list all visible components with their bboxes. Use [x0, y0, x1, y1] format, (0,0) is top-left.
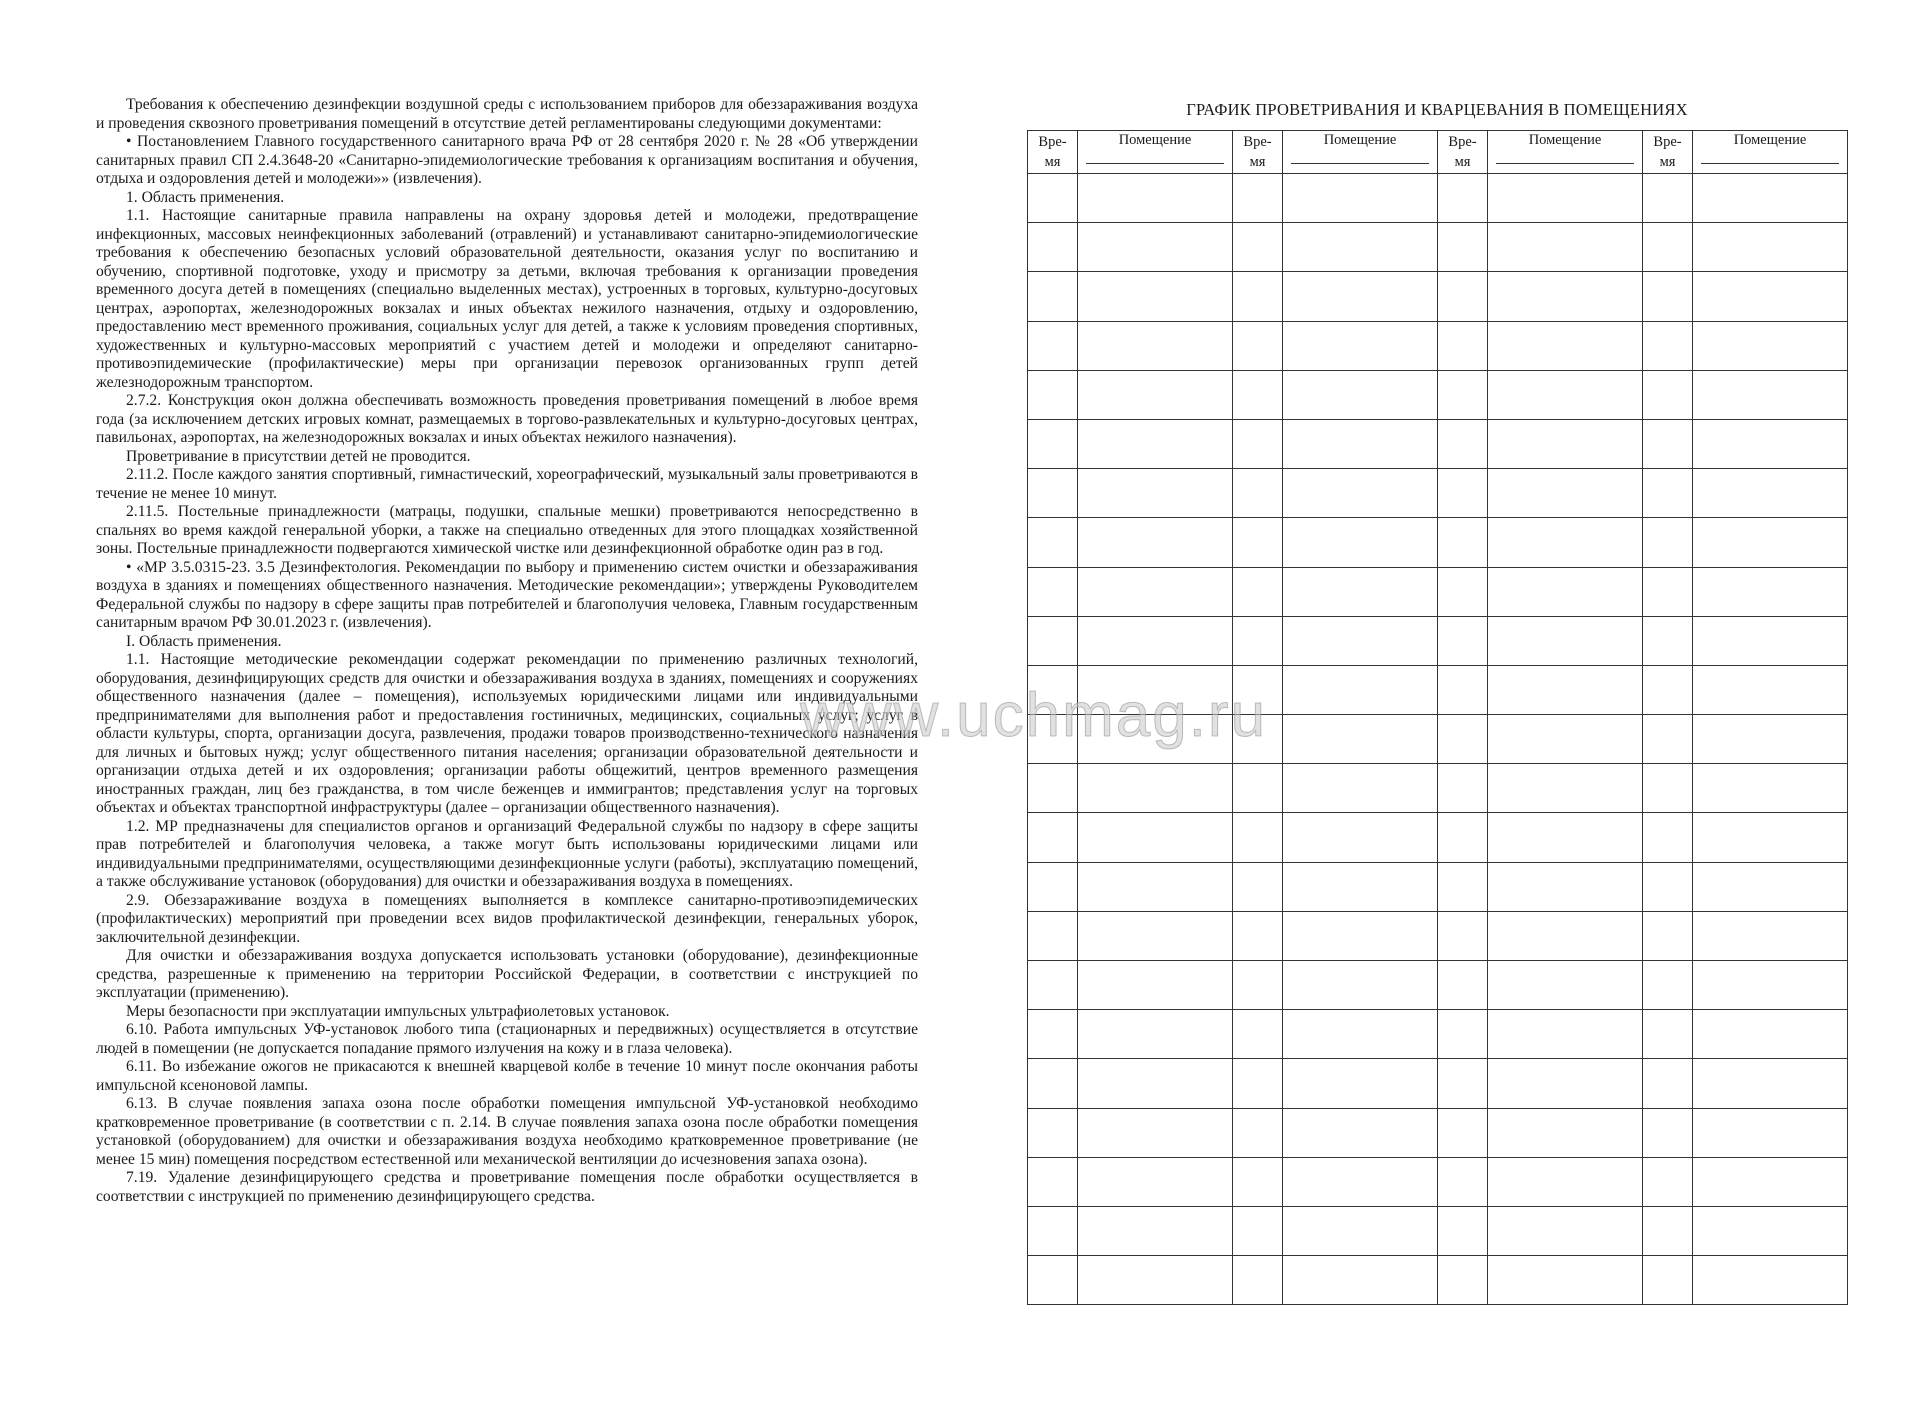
time-header-line1: Вре- — [1653, 134, 1682, 150]
room-cell[interactable] — [1283, 272, 1438, 321]
time-cell[interactable] — [1643, 1108, 1693, 1157]
time-cell[interactable] — [1438, 715, 1488, 764]
room-cell[interactable] — [1078, 518, 1233, 567]
table-row — [1028, 911, 1848, 960]
time-cell[interactable] — [1028, 665, 1078, 714]
table-row — [1028, 321, 1848, 370]
time-cell[interactable] — [1438, 174, 1488, 223]
time-cell[interactable] — [1028, 174, 1078, 223]
room-name-blank-line[interactable] — [1291, 154, 1429, 164]
text-paragraph: Проветривание в присутствии детей не проводится. — [126, 447, 471, 465]
room-cell[interactable] — [1078, 223, 1233, 272]
text-paragraph: 1. Область применения. — [126, 188, 285, 206]
time-cell[interactable] — [1643, 419, 1693, 468]
room-cell[interactable] — [1283, 911, 1438, 960]
text-paragraph: 6.10. Работа импульсных УФ-установок любого типа (стационарных и передвижных) осуществляется в отсутствие людей в помещении (не допускается попадание прямого излучения на кожу и в глаза человека). — [96, 1021, 918, 1057]
table-row — [1028, 715, 1848, 764]
text-paragraph: 2.7.2. Конструкция окон должна обеспечивать возможность проведения проветривания помещений в любое время года (за исключением детских игровых комнат, размещаемых в торгово-развлекательных и культурно-досуговых центрах, павильонах, аэропортах, на железнодорожных вокзалах и иных объектах нежилого назначения). — [96, 392, 918, 446]
time-cell[interactable] — [1643, 1206, 1693, 1255]
time-column-header — [1028, 131, 1078, 174]
time-cell[interactable] — [1233, 370, 1283, 419]
time-cell[interactable] — [1233, 715, 1283, 764]
room-header-label: Помещение — [1528, 132, 1602, 148]
table-row — [1028, 616, 1848, 665]
time-cell[interactable] — [1233, 764, 1283, 813]
room-cell[interactable] — [1078, 419, 1233, 468]
room-cell[interactable] — [1283, 764, 1438, 813]
time-header-line2: мя — [1454, 154, 1471, 170]
time-cell[interactable] — [1643, 665, 1693, 714]
schedule-title: ГРАФИК ПРОВЕТРИВАНИЯ И КВАРЦЕВАНИЯ В ПОМЕЩЕНИЯХ — [1186, 100, 1688, 119]
room-cell[interactable] — [1283, 469, 1438, 518]
room-cell[interactable] — [1283, 1206, 1438, 1255]
time-cell[interactable] — [1438, 813, 1488, 862]
time-header-line2: мя — [1249, 154, 1266, 170]
text-paragraph: 7.19. Удаление дезинфицирующего средства и проветривание помещения после обработки осуществляется в соответствии с инструкцией по применению дезинфицирующего средства. — [96, 1169, 918, 1205]
time-cell[interactable] — [1438, 469, 1488, 518]
room-column-header — [1283, 131, 1438, 174]
time-cell[interactable] — [1028, 1206, 1078, 1255]
time-cell[interactable] — [1643, 1256, 1693, 1305]
room-cell[interactable] — [1693, 1157, 1848, 1206]
time-cell[interactable] — [1438, 321, 1488, 370]
time-cell[interactable] — [1028, 911, 1078, 960]
room-cell[interactable] — [1283, 321, 1438, 370]
text-paragraph: • «МР 3.5.0315-23. 3.5 Дезинфектология. Рекомендации по выбору и применению систем очистки и обеззараживания воздуха в зданиях и помещениях общественного назначения. Методические рекомендации»; утверждены Руководителем Федеральной службы по надзору в сфере защиты прав потребителей и благополучия человека, Главным государственным санитарным врачом РФ 30.01.2023 г. (извлечения). — [96, 558, 918, 631]
room-cell[interactable] — [1488, 1157, 1643, 1206]
room-cell[interactable] — [1693, 1010, 1848, 1059]
room-cell[interactable] — [1488, 1206, 1643, 1255]
room-cell[interactable] — [1283, 961, 1438, 1010]
room-cell[interactable] — [1488, 567, 1643, 616]
time-cell[interactable] — [1233, 1059, 1283, 1108]
room-cell[interactable] — [1078, 862, 1233, 911]
room-cell[interactable] — [1693, 813, 1848, 862]
time-cell[interactable] — [1233, 961, 1283, 1010]
room-cell[interactable] — [1283, 1108, 1438, 1157]
room-cell[interactable] — [1283, 370, 1438, 419]
time-cell[interactable] — [1438, 961, 1488, 1010]
room-cell[interactable] — [1283, 862, 1438, 911]
room-cell[interactable] — [1488, 715, 1643, 764]
room-cell[interactable] — [1283, 1256, 1438, 1305]
time-cell[interactable] — [1028, 1108, 1078, 1157]
table-row — [1028, 1059, 1848, 1108]
room-cell[interactable] — [1488, 174, 1643, 223]
room-cell[interactable] — [1283, 1059, 1438, 1108]
time-cell[interactable] — [1233, 1010, 1283, 1059]
room-header-label: Помещение — [1733, 132, 1807, 148]
time-cell[interactable] — [1028, 862, 1078, 911]
room-cell[interactable] — [1488, 1108, 1643, 1157]
time-cell[interactable] — [1643, 715, 1693, 764]
time-cell[interactable] — [1028, 1157, 1078, 1206]
schedule-table — [1027, 130, 1848, 1305]
table-row — [1028, 813, 1848, 862]
time-cell[interactable] — [1438, 764, 1488, 813]
room-column-header — [1488, 131, 1643, 174]
table-row — [1028, 1108, 1848, 1157]
room-cell[interactable] — [1693, 764, 1848, 813]
room-cell[interactable] — [1078, 567, 1233, 616]
room-cell[interactable] — [1693, 469, 1848, 518]
room-cell[interactable] — [1488, 862, 1643, 911]
time-cell[interactable] — [1643, 1010, 1693, 1059]
time-cell[interactable] — [1438, 419, 1488, 468]
room-cell[interactable] — [1693, 223, 1848, 272]
text-paragraph: 1.2. МР предназначены для специалистов органов и организаций Федеральной службы по надзору в сфере защиты прав потребителей и благополучия человека, а также могут быть использованы юридическими лицами или индивидуальными предпринимателями, осуществляющими дезинфекционные услуги (работы), эксплуатацию помещений, а также обслуживание установок (оборудования) для очистки и обеззараживания воздуха в помещениях. — [96, 817, 918, 890]
table-row — [1028, 567, 1848, 616]
time-cell[interactable] — [1438, 1108, 1488, 1157]
time-cell[interactable] — [1643, 370, 1693, 419]
time-cell[interactable] — [1028, 1256, 1078, 1305]
room-cell[interactable] — [1078, 1157, 1233, 1206]
room-cell[interactable] — [1693, 174, 1848, 223]
table-row — [1028, 665, 1848, 714]
time-cell[interactable] — [1233, 616, 1283, 665]
schedule-header-row — [1028, 131, 1848, 174]
time-cell[interactable] — [1233, 419, 1283, 468]
room-cell[interactable] — [1078, 1206, 1233, 1255]
time-cell[interactable] — [1233, 174, 1283, 223]
text-paragraph: • Постановлением Главного государственного санитарного врача РФ от 28 сентября 2020 г. № 28 «Об утверждении санитарных правил СП 2.4.3648-20 «Санитарно-эпидемиологические требования к организациям воспитания и обучения, отдыха и оздоровления детей и молодежи»» (извлечения). — [96, 133, 918, 187]
room-cell[interactable] — [1693, 961, 1848, 1010]
time-cell[interactable] — [1233, 911, 1283, 960]
schedule-page — [1027, 100, 1847, 1305]
room-cell[interactable] — [1693, 1206, 1848, 1255]
table-row — [1028, 764, 1848, 813]
table-row — [1028, 862, 1848, 911]
text-paragraph: 1.1. Настоящие методические рекомендации содержат рекомендации по применению различных технологий, оборудования, дезинфицирующих средств для очистки и обеззараживания воздуха в зданиях, помещениях и сооружениях общественного назначения (далее – помещения), используемых юридическими лицами или индивидуальными предпринимателями для выполнения работ и предоставления гостиничных, медицинских, социальных услуг; услуг в области культуры, спорта, организации досуга, развлечения, продажи товаров производственно-технического назначения для личных и бытовых нужд; услуг общественного питания населения; организации образовательной деятельности и организации отдыха детей и их оздоровления; организации работы общежитий, центров временного размещения иностранных граждан, лиц без гражданства, в том числе беженцев и иммигрантов; представления услуг на торговых объектах и объектах транспортной инфраструктуры (далее – организации общественного назначения). — [96, 651, 918, 816]
room-cell[interactable] — [1693, 911, 1848, 960]
time-cell[interactable] — [1643, 567, 1693, 616]
room-cell[interactable] — [1283, 1157, 1438, 1206]
room-cell[interactable] — [1283, 665, 1438, 714]
time-cell[interactable] — [1028, 321, 1078, 370]
room-cell[interactable] — [1078, 174, 1233, 223]
room-header-label: Помещение — [1323, 132, 1397, 148]
text-paragraph: 6.11. Во избежание ожогов не прикасаются к внешней кварцевой колбе в течение 10 минут после окончания работы импульсной ксеноновой лампы. — [96, 1058, 918, 1094]
room-cell[interactable] — [1693, 1059, 1848, 1108]
time-cell[interactable] — [1643, 862, 1693, 911]
room-cell[interactable] — [1488, 321, 1643, 370]
room-cell[interactable] — [1693, 665, 1848, 714]
time-cell[interactable] — [1643, 518, 1693, 567]
room-cell[interactable] — [1488, 1256, 1643, 1305]
text-paragraph: 2.11.2. После каждого занятия спортивный, гимнастический, хореографический, музыкальный залы проветриваются в течение не менее 10 минут. — [96, 466, 918, 502]
time-cell[interactable] — [1438, 1010, 1488, 1059]
regulations-text — [96, 96, 918, 1206]
time-cell[interactable] — [1028, 1059, 1078, 1108]
time-cell[interactable] — [1233, 518, 1283, 567]
room-cell[interactable] — [1078, 321, 1233, 370]
room-cell[interactable] — [1488, 223, 1643, 272]
room-cell[interactable] — [1078, 715, 1233, 764]
table-row — [1028, 370, 1848, 419]
room-cell[interactable] — [1488, 518, 1643, 567]
room-cell[interactable] — [1283, 567, 1438, 616]
room-cell[interactable] — [1078, 1059, 1233, 1108]
text-paragraph: 2.9. Обеззараживание воздуха в помещениях выполняется в комплексе санитарно-противоэпидемических (профилактических) мероприятий при проведении всех видов профилактической дезинфекции, генеральных уборок, заключительной дезинфекции. — [96, 891, 918, 946]
text-paragraph: 6.13. В случае появления запаха озона после обработки помещения импульсной УФ-установкой необходимо кратковременное проветривание (в соответствии с п. 2.14. В случае появления запаха озона после обработки помещения установкой (оборудованием) для очистки и обеззараживания воздуха необходимо кратковременное проветривание (не менее 15 мин) помещения посредством естественной или механической вентиляции до исчезновения запаха озона). — [96, 1095, 918, 1168]
room-cell[interactable] — [1488, 665, 1643, 714]
time-cell[interactable] — [1028, 764, 1078, 813]
room-cell[interactable] — [1693, 862, 1848, 911]
room-cell[interactable] — [1078, 1256, 1233, 1305]
room-cell[interactable] — [1693, 567, 1848, 616]
time-cell[interactable] — [1233, 813, 1283, 862]
table-row — [1028, 1256, 1848, 1305]
room-cell[interactable] — [1488, 1010, 1643, 1059]
room-cell[interactable] — [1488, 419, 1643, 468]
table-row — [1028, 518, 1848, 567]
time-column-header — [1643, 131, 1693, 174]
time-cell[interactable] — [1438, 911, 1488, 960]
time-cell[interactable] — [1233, 567, 1283, 616]
room-cell[interactable] — [1693, 518, 1848, 567]
time-cell[interactable] — [1643, 223, 1693, 272]
room-cell[interactable] — [1283, 715, 1438, 764]
room-name-blank-line[interactable] — [1496, 154, 1634, 164]
time-cell[interactable] — [1438, 1059, 1488, 1108]
time-cell[interactable] — [1643, 1157, 1693, 1206]
room-cell[interactable] — [1488, 469, 1643, 518]
time-cell[interactable] — [1233, 862, 1283, 911]
time-cell[interactable] — [1233, 321, 1283, 370]
room-column-header — [1693, 131, 1848, 174]
room-cell[interactable] — [1488, 1059, 1643, 1108]
time-cell[interactable] — [1233, 1206, 1283, 1255]
room-header-label: Помещение — [1118, 132, 1192, 148]
room-cell[interactable] — [1488, 813, 1643, 862]
room-cell[interactable] — [1283, 1010, 1438, 1059]
time-column-header — [1233, 131, 1283, 174]
time-column-header — [1438, 131, 1488, 174]
time-cell[interactable] — [1028, 1010, 1078, 1059]
room-name-blank-line[interactable] — [1086, 154, 1224, 164]
room-cell[interactable] — [1693, 321, 1848, 370]
time-cell[interactable] — [1438, 518, 1488, 567]
time-cell[interactable] — [1233, 1157, 1283, 1206]
room-cell[interactable] — [1078, 764, 1233, 813]
room-cell[interactable] — [1693, 419, 1848, 468]
time-header-line1: Вре- — [1448, 134, 1477, 150]
text-paragraph: I. Область применения. — [126, 632, 282, 650]
room-cell[interactable] — [1078, 961, 1233, 1010]
text-paragraph: Меры безопасности при эксплуатации импульсных ультрафиолетовых установок. — [126, 1002, 670, 1020]
time-cell[interactable] — [1028, 715, 1078, 764]
time-cell[interactable] — [1233, 1256, 1283, 1305]
text-paragraph: Для очистки и обеззараживания воздуха допускается использовать установки (оборудование), дезинфекционные средства, разрешенные к применению на территории Российской Федерации, в соответствии с инструкцией по эксплуатации (применению). — [96, 947, 918, 1001]
table-row — [1028, 272, 1848, 321]
table-row — [1028, 1010, 1848, 1059]
room-column-header — [1078, 131, 1233, 174]
room-cell[interactable] — [1078, 813, 1233, 862]
time-cell[interactable] — [1643, 174, 1693, 223]
time-cell[interactable] — [1643, 272, 1693, 321]
time-cell[interactable] — [1233, 665, 1283, 714]
table-row — [1028, 223, 1848, 272]
time-cell[interactable] — [1643, 321, 1693, 370]
table-row — [1028, 1206, 1848, 1255]
time-cell[interactable] — [1233, 223, 1283, 272]
time-cell[interactable] — [1438, 1256, 1488, 1305]
time-cell[interactable] — [1028, 961, 1078, 1010]
time-cell[interactable] — [1438, 370, 1488, 419]
room-cell[interactable] — [1078, 370, 1233, 419]
time-cell[interactable] — [1438, 272, 1488, 321]
time-cell[interactable] — [1438, 567, 1488, 616]
time-header-line1: Вре- — [1243, 134, 1272, 150]
text-paragraph: 1.1. Настоящие санитарные правила направлены на охрану здоровья детей и молодежи, предотвращение инфекционных, массовых неинфекционных заболеваний (отравлений) и устанавливают санитарно-эпидемиологические требования к обеспечению безопасных условий образовательной деятельности, оказания услуг по воспитанию и обучению, спортивной подготовке, уходу и присмотру за детьми, включая требования к организации проведения временного досуга детей в помещениях (специально выделенных местах), устроенных в торговых, культурно-досуговых центрах, аэропортах, железнодорожных вокзалах и иных объектах нежилого назначения, отдыху и оздоровлению, предоставлению мест временного проживания, социальных услуг для детей, а также к условиям проведения спортивных, художественных и культурно-массовых мероприятий с участием детей и молодежи и определяют санитарно-противоэпидемические (профилактические) меры при организации перевозок организованных групп детей железнодорожным транспортом. — [96, 207, 918, 391]
time-cell[interactable] — [1028, 518, 1078, 567]
table-row — [1028, 1157, 1848, 1206]
time-cell[interactable] — [1438, 223, 1488, 272]
time-cell[interactable] — [1438, 616, 1488, 665]
room-cell[interactable] — [1488, 616, 1643, 665]
room-cell[interactable] — [1283, 174, 1438, 223]
table-row — [1028, 174, 1848, 223]
time-cell[interactable] — [1028, 419, 1078, 468]
time-cell[interactable] — [1028, 223, 1078, 272]
room-cell[interactable] — [1078, 616, 1233, 665]
room-cell[interactable] — [1078, 1108, 1233, 1157]
time-cell[interactable] — [1643, 911, 1693, 960]
time-header-line2: мя — [1044, 154, 1061, 170]
room-cell[interactable] — [1283, 616, 1438, 665]
table-row — [1028, 469, 1848, 518]
time-cell[interactable] — [1643, 813, 1693, 862]
time-cell[interactable] — [1438, 1157, 1488, 1206]
time-cell[interactable] — [1028, 567, 1078, 616]
room-name-blank-line[interactable] — [1701, 154, 1839, 164]
time-cell[interactable] — [1438, 1206, 1488, 1255]
room-cell[interactable] — [1488, 370, 1643, 419]
room-cell[interactable] — [1283, 813, 1438, 862]
table-row — [1028, 419, 1848, 468]
text-paragraph: 2.11.5. Постельные принадлежности (матрацы, подушки, спальные мешки) проветриваются непосредственно в спальнях во время каждой генеральной уборки, а также на специально отведенных для этого площадках хозяйственной зоны. Постельные принадлежности подвергаются химической чистке или дезинфекционной обработке один раз в год. — [96, 503, 918, 557]
time-cell[interactable] — [1028, 616, 1078, 665]
time-cell[interactable] — [1233, 1108, 1283, 1157]
room-cell[interactable] — [1488, 764, 1643, 813]
time-cell[interactable] — [1028, 469, 1078, 518]
time-cell[interactable] — [1438, 862, 1488, 911]
time-cell[interactable] — [1028, 272, 1078, 321]
table-row — [1028, 961, 1848, 1010]
time-cell[interactable] — [1643, 469, 1693, 518]
time-cell[interactable] — [1438, 665, 1488, 714]
room-cell[interactable] — [1693, 715, 1848, 764]
room-cell[interactable] — [1693, 1108, 1848, 1157]
room-cell[interactable] — [1283, 223, 1438, 272]
time-cell[interactable] — [1233, 469, 1283, 518]
room-cell[interactable] — [1078, 272, 1233, 321]
time-cell[interactable] — [1643, 616, 1693, 665]
time-header-line2: мя — [1659, 154, 1676, 170]
room-cell[interactable] — [1078, 1010, 1233, 1059]
time-cell[interactable] — [1028, 813, 1078, 862]
room-cell[interactable] — [1693, 616, 1848, 665]
room-cell[interactable] — [1693, 1256, 1848, 1305]
room-cell[interactable] — [1283, 419, 1438, 468]
time-header-line1: Вре- — [1038, 134, 1067, 150]
room-cell[interactable] — [1078, 665, 1233, 714]
time-cell[interactable] — [1028, 370, 1078, 419]
watermark: www.uchmag.ru — [800, 681, 1268, 750]
time-cell[interactable] — [1233, 272, 1283, 321]
room-cell[interactable] — [1693, 272, 1848, 321]
text-paragraph: Требования к обеспечению дезинфекции воздушной среды с использованием приборов для обеззараживания воздуха и проведения сквозного проветривания помещений в отсутствие детей регламентированы следующими документами: — [96, 96, 918, 132]
room-cell[interactable] — [1078, 911, 1233, 960]
time-cell[interactable] — [1643, 961, 1693, 1010]
time-cell[interactable] — [1643, 1059, 1693, 1108]
room-cell[interactable] — [1488, 272, 1643, 321]
room-cell[interactable] — [1488, 911, 1643, 960]
room-cell[interactable] — [1693, 370, 1848, 419]
room-cell[interactable] — [1283, 518, 1438, 567]
room-cell[interactable] — [1078, 469, 1233, 518]
room-cell[interactable] — [1488, 961, 1643, 1010]
time-cell[interactable] — [1643, 764, 1693, 813]
